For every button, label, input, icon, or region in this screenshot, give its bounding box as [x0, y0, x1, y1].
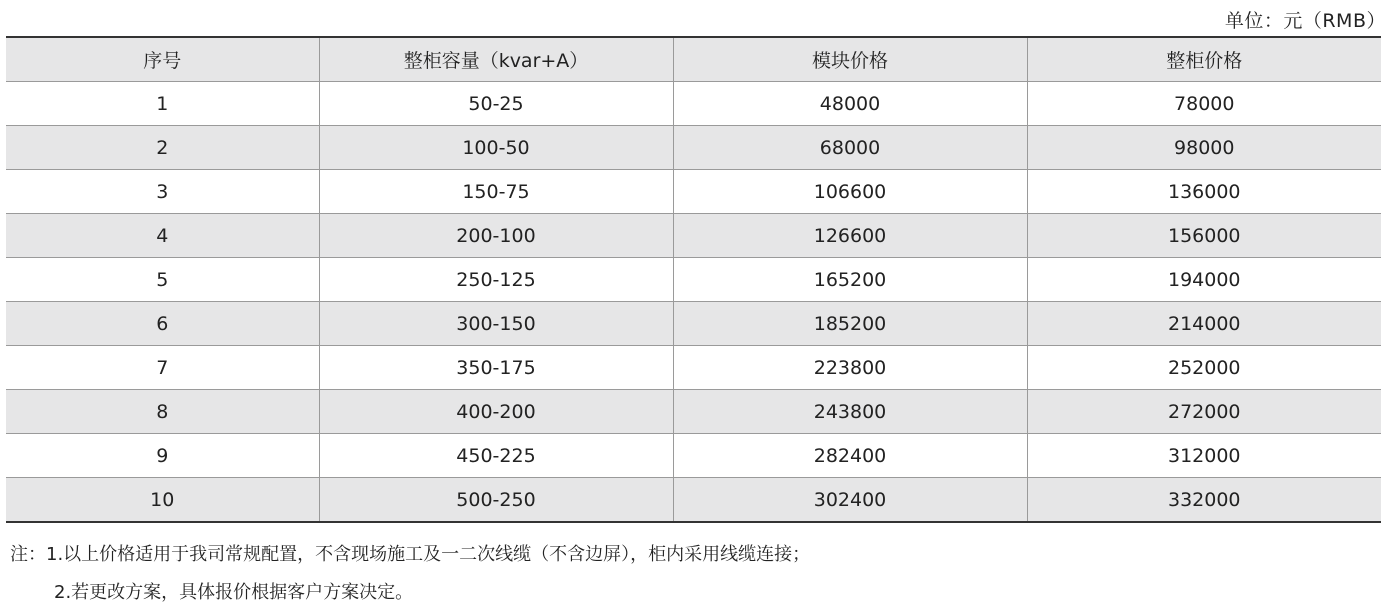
table-row [6, 346, 1381, 390]
table-row [6, 478, 1381, 523]
cell-capacity: 200-100 [319, 214, 673, 258]
note-line-2: 2.若更改方案，具体报价根据客户方案决定。 [54, 582, 414, 603]
cell-module-price: 165200 [673, 258, 1027, 302]
cell-capacity: 250-125 [319, 258, 673, 302]
cell-cabinet-price: 98000 [1027, 126, 1381, 170]
price-table [6, 36, 1381, 523]
cell-cabinet-price: 332000 [1027, 478, 1381, 523]
cell-index: 7 [6, 346, 319, 390]
table-row [6, 258, 1381, 302]
table-row [6, 390, 1381, 434]
cell-index: 3 [6, 170, 319, 214]
table-row [6, 434, 1381, 478]
header-index: 序号 [6, 37, 319, 82]
cell-index: 9 [6, 434, 319, 478]
header-cabinet-price: 整柜价格 [1027, 37, 1381, 82]
cell-index: 6 [6, 302, 319, 346]
cell-capacity: 500-250 [319, 478, 673, 523]
table-row [6, 214, 1381, 258]
header-module-price: 模块价格 [673, 37, 1027, 82]
table-row [6, 302, 1381, 346]
cell-module-price: 282400 [673, 434, 1027, 478]
cell-module-price: 68000 [673, 126, 1027, 170]
cell-index: 4 [6, 214, 319, 258]
cell-module-price: 48000 [673, 82, 1027, 126]
cell-module-price: 223800 [673, 346, 1027, 390]
cell-index: 2 [6, 126, 319, 170]
cell-cabinet-price: 214000 [1027, 302, 1381, 346]
cell-module-price: 106600 [673, 170, 1027, 214]
cell-capacity: 150-75 [319, 170, 673, 214]
cell-module-price: 243800 [673, 390, 1027, 434]
cell-cabinet-price: 252000 [1027, 346, 1381, 390]
cell-index: 1 [6, 82, 319, 126]
cell-capacity: 350-175 [319, 346, 673, 390]
cell-module-price: 126600 [673, 214, 1027, 258]
cell-cabinet-price: 78000 [1027, 82, 1381, 126]
note-line-1: 注：1.以上价格适用于我司常规配置，不含现场施工及一二次线缆（不含边屏），柜内采用线缆连接； [10, 544, 811, 565]
cell-module-price: 185200 [673, 302, 1027, 346]
cell-capacity: 300-150 [319, 302, 673, 346]
price-table-container [6, 36, 1381, 523]
cell-cabinet-price: 156000 [1027, 214, 1381, 258]
cell-capacity: 400-200 [319, 390, 673, 434]
table-row [6, 82, 1381, 126]
header-capacity: 整柜容量（kvar+A） [319, 37, 673, 82]
cell-cabinet-price: 312000 [1027, 434, 1381, 478]
table-row [6, 126, 1381, 170]
cell-cabinet-price: 272000 [1027, 390, 1381, 434]
notes [10, 536, 810, 612]
cell-index: 5 [6, 258, 319, 302]
cell-module-price: 302400 [673, 478, 1027, 523]
cell-cabinet-price: 136000 [1027, 170, 1381, 214]
table-header-row [6, 37, 1381, 82]
table-row [6, 170, 1381, 214]
cell-cabinet-price: 194000 [1027, 258, 1381, 302]
cell-capacity: 450-225 [319, 434, 673, 478]
cell-index: 10 [6, 478, 319, 523]
cell-capacity: 50-25 [319, 82, 673, 126]
unit-label: 单位：元（RMB） [1224, 10, 1386, 32]
cell-index: 8 [6, 390, 319, 434]
cell-capacity: 100-50 [319, 126, 673, 170]
